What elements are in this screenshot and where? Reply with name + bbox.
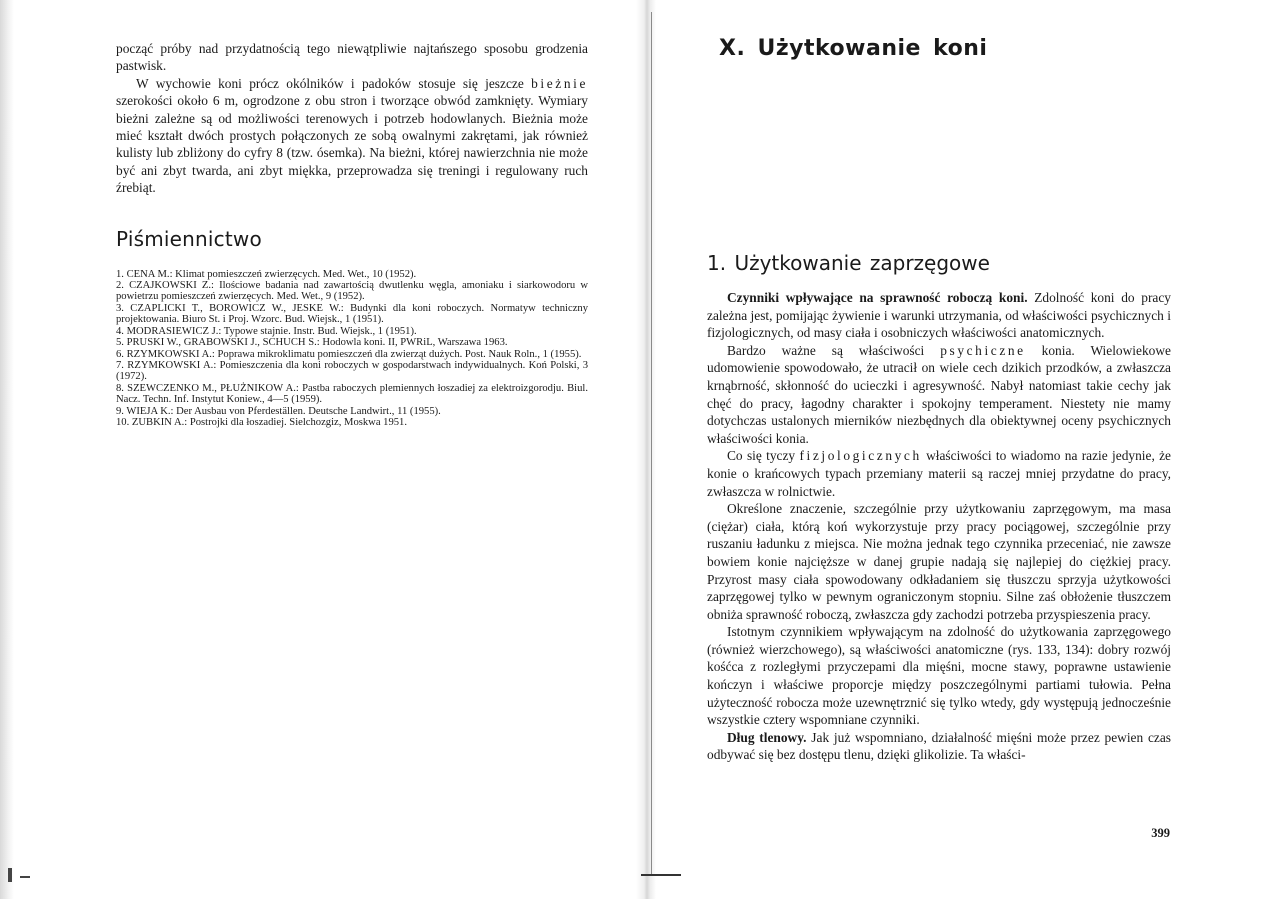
text: Co się tyczy bbox=[727, 448, 796, 464]
bibliography-entry: 8. SZEWCZENKO M., PŁUŻNIKOW A.: Pastba raboczych plemiennych łoszadiej za elektroizgorodju. Biul. Nacz. Techn. Inf. Instytut Koniew., 4—5 (1959). bbox=[116, 382, 588, 406]
lead-phrase: Dług tlenowy. bbox=[727, 729, 807, 745]
bibliography-entry: 3. CZAPLICKI T., BOROWICZ W., JESKE W.: Budynki dla koni roboczych. Normatyw techniczny projektowania. Biuro St. i Proj. Wzorc. Bud. Wiejsk., 1 (1951). bbox=[116, 302, 588, 326]
spaced-term: bieżnie bbox=[531, 75, 588, 91]
gutter-foot-mark bbox=[641, 874, 681, 876]
spaced-term: psychiczne bbox=[940, 342, 1026, 358]
bibliography-entry: 10. ZUBKIN A.: Postrojki dla łoszadiej. Sielchozgiz, Moskwa 1951. bbox=[116, 416, 408, 428]
scan-edge-shadow bbox=[0, 0, 14, 899]
paragraph bbox=[116, 75, 588, 197]
spaced-term: fizjologicznych bbox=[799, 448, 922, 464]
paragraph: Istotnym czynnikiem wpływającym na zdolność do użytkowania zaprzęgowego (również wierzchowego), są właściwości anatomiczne (rys. 133, 134): dobry rozwój kośćca z rozległymi przyczepami dla mięśni, mocne stawy, poprawne ustawienie kończyn i właściwe proporcje między poszczególnymi partiami tułowia. Pełna użyteczność robocza może uzewnętrznić się tylko wtedy, gdy występują jednocześnie wszystkie cztery wspomniane czynniki. bbox=[707, 624, 1171, 728]
paragraph: Określone znaczenie, szczególnie przy użytkowaniu zaprzęgowym, ma masa (ciężar) ciała, którą koń wykorzystuje przy pracy pociągowej, szczególnie przy ruszaniu ładunku z miejsca. Nie można jednak tego czynnika przeceniać, nie zawsze bowiem konie najcięższe w danej grupie nadają się najlepiej do ciężkiej pracy. Przyrost masy ciała spowodowany odkładaniem się tłuszczu sprzyja użytkowości zaprzęgowej tylko w pewnym ograniczonym stopniu. Silne zaś obłożenie tłuszczem obniża sprawność roboczą, zwłaszcza gdy zachodzi potrzeba przyspieszenia pracy. bbox=[707, 501, 1171, 622]
bibliography-entry: 1. CENA M.: Klimat pomieszczeń zwierzęcych. Med. Wet., 10 (1952). bbox=[116, 268, 417, 280]
text: W wychowie koni prócz okólników i padoków stosuje się jeszcze bbox=[136, 75, 524, 91]
book-gutter bbox=[636, 0, 656, 899]
text: Zdolność koni do pracy zależna jest, pomijając żywienie i warunki utrzymania, od właściwości psychicznych i fizjologicznych, od masy ciała i osobniczych właściwości anatomicznych. bbox=[707, 290, 1171, 341]
bibliography-entry: 5. PRUSKI W., GRABOWSKI J., SCHUCH S.: Hodowla koni. II, PWRiL, Warszawa 1963. bbox=[116, 337, 508, 349]
bibliography-heading: Piśmiennictwo bbox=[116, 226, 262, 251]
left-page bbox=[116, 40, 588, 428]
paragraph bbox=[707, 447, 1171, 500]
left-body-text bbox=[116, 40, 588, 197]
scan-mark bbox=[8, 868, 12, 882]
scan-mark bbox=[20, 876, 30, 878]
lead-phrase: Czynniki wpływające na sprawność roboczą koni. bbox=[727, 290, 1028, 305]
text: Bardzo ważne są właściwości bbox=[727, 342, 925, 358]
paragraph bbox=[707, 342, 1171, 448]
gutter-line bbox=[651, 12, 652, 874]
text: Jak już wspomniano, działalność mięśni może przez pewien czas odbywać się bez dostępu tlenu, dzięki glikolizie. Ta właści- bbox=[707, 729, 1171, 763]
paragraph bbox=[707, 729, 1171, 764]
bibliography-list bbox=[116, 269, 588, 429]
bibliography-entry: 2. CZAJKOWSKI Z.: Ilościowe badania nad zawartością dwutlenku węgla, amoniaku i siarkowodoru w powietrzu pomieszczeń zwierzęcych. Med. Wet., 9 (1952). bbox=[116, 280, 588, 303]
right-body-text bbox=[707, 289, 1171, 764]
bibliography-entry: 4. MODRASIEWICZ J.: Typowe stajnie. Instr. Bud. Wiejsk., 1 (1951). bbox=[116, 325, 417, 337]
text: właściwości to wiadomo na razie jedynie, że konie o krańcowych typach przemiany materii są raczej mniej przydatne do pracy, zwłaszcza w rolnictwie. bbox=[707, 448, 1171, 499]
chapter-title: X. Użytkowanie koni bbox=[719, 36, 988, 61]
right-page bbox=[707, 36, 1171, 764]
text: konia. Wielowiekowe udomowienie spowodowało, że utracił on wiele cech dzikich przodków, a zwłaszcza krnąbrność, skłonność do ucieczki i agresywność. Nabył natomiast takie cechy jak chęć do pracy, łagodny charakter i spokojny temperament. Niestety nie mamy dotychczas ustalonych mierników niezbędnych dla obiektywnej oceny psychicznych właściwości konia. bbox=[707, 342, 1171, 446]
paragraph: począć próby nad przydatnością tego niewątpliwie najtańszego sposobu grodzenia pastwisk. bbox=[116, 41, 588, 74]
bibliography-entry: 9. WIEJA K.: Der Ausbau von Pferdeställen. Deutsche Landwirt., 11 (1955). bbox=[116, 405, 441, 417]
paragraph bbox=[707, 289, 1171, 342]
text: szerokości około 6 m, ogrodzone z obu stron i tworzące obwód zamknięty. Wymiary bieżni zależne są od możliwości terenowych i potrzeb hodowlanych. Bieżnia może mieć kształt dwóch prostych połączonych ze sobą owalnymi zakrętami, jak również kulisty lub zbliżony do cyfry 8 (tzw. ósemka). Na bieżni, której nawierzchnia nie może być ani zbyt twarda, ani zbyt miękka, przeprowadza się treningi i regulowany ruch źrebiąt. bbox=[116, 93, 588, 196]
bibliography-entry: 7. RZYMKOWSKI A.: Pomieszczenia dla koni roboczych w gospodarstwach indywidualnych. Koń Polski, 3 (1972). bbox=[116, 359, 588, 383]
page-number: 399 bbox=[1151, 826, 1170, 840]
bibliography-entry: 6. RZYMKOWSKI A.: Poprawa mikroklimatu pomieszczeń dla zwierząt dużych. Post. Nauk Roln., 1 (1955). bbox=[116, 348, 582, 360]
section-title: 1. Użytkowanie zaprzęgowe bbox=[707, 251, 990, 275]
